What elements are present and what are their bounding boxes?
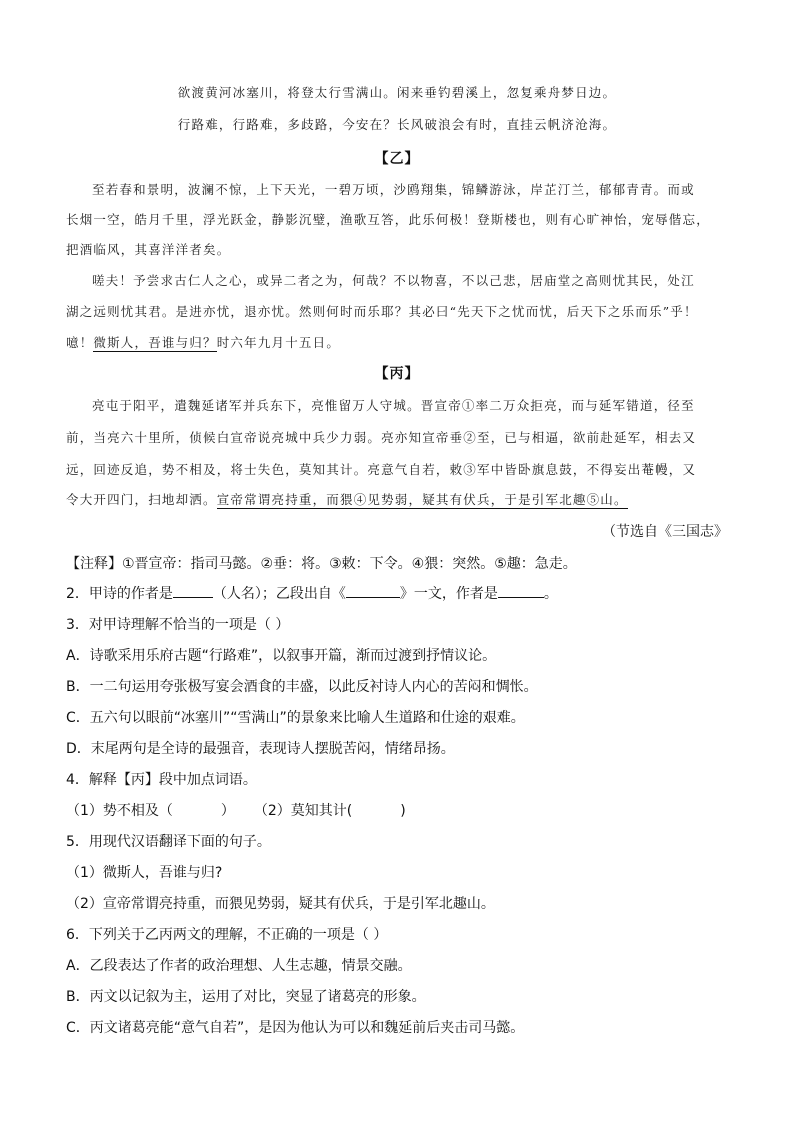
answer-blank-author[interactable] [173, 583, 213, 598]
question-6-option-c[interactable]: C．丙文诸葛亮能“意气自若”，是因为他认为可以和魏延前后夹击司马懿。 [66, 1020, 525, 1036]
question-3-option-b[interactable]: B．一二句运用夸张极写宴会酒食的丰盛，以此反衬诗人内心的苦闷和惆怅。 [66, 679, 538, 695]
section-heading-yi: 【乙】 [374, 151, 420, 167]
question-2 [66, 583, 558, 603]
underlined-sentence-bing: 宣帝常谓亮持重，而猥④见势弱，疑其有伏兵，于是引军北趣⑤山。 [216, 492, 628, 507]
question-3: 3．对甲诗理解不恰当的一项是（ ） [66, 617, 290, 633]
yi-line-3-prefix: 噫！ [66, 335, 94, 350]
annotations: 【注释】①晋宣帝：指司马懿。②垂：将。③敕：下令。④猥：突然。⑤趣：急走。 [66, 556, 577, 572]
question-6-option-a[interactable]: A．乙段表达了作者的政治理想、人生志趣，情景交融。 [66, 958, 412, 974]
source-citation: （节选自《三国志》 [602, 524, 728, 540]
question-5-item-2: （2）宣帝常谓亮持重，而猥见势弱，疑其有伏兵，于是引军北趣山。 [66, 896, 495, 912]
question-4-item-2: （2）莫知其计( [253, 803, 353, 819]
question-6-option-b[interactable]: B．丙文以记叙为主，运用了对比，突显了诸葛亮的形象。 [66, 989, 426, 1005]
question-5: 5．用现代汉语翻译下面的句子。 [66, 834, 271, 850]
bing-line-4-prefix: 令大开四门，扫地却洒。 [66, 492, 217, 507]
yi-paragraph-2-line-1: 嗟夫！予尝求古仁人之心，或异二者之为，何哉？不以物喜，不以己悲，居庙堂之高则忧其民，处江 [92, 273, 695, 288]
question-3-option-c[interactable]: C．五六句以眼前“冰塞川”“雪满山”的景象来比喻人生道路和仕途的艰难。 [66, 710, 525, 726]
yi-paragraph-1-line-1: 至若春和景明，波澜不惊，上下天光，一碧万顷，沙鸥翔集，锦鳞游泳，岸芷汀兰，郁郁青青。而或 [92, 182, 695, 197]
bing-line-3: 远，回迹反追，势不相及，将士失色，莫知其计。亮意气自若，敕③军中皆卧旗息鼓，不得妄出菴幔，又 [66, 462, 697, 477]
bing-line-1: 亮屯于阳平，遣魏延诸军并兵东下，亮惟留万人守城。晋宣帝①率二万众拒亮，而与延军错道，径至 [92, 398, 695, 413]
yi-paragraph-1-line-3: 把酒临风，其喜洋洋者矣。 [66, 242, 231, 257]
question-5-item-1: （1）微斯人，吾谁与归? [66, 865, 223, 881]
yi-paragraph-1-line-2: 长烟一空，皓月千里，浮光跃金，静影沉璧，渔歌互答，此乐何极！登斯楼也，则有心旷神怡，宠辱偕忘， [66, 212, 710, 227]
yi-paragraph-2-line-3 [66, 333, 340, 351]
question-2-text-a: 2．甲诗的作者是 [66, 586, 173, 602]
bing-line-4 [66, 490, 628, 508]
question-4-item-1: （1）势不相及（ [66, 803, 173, 819]
underlined-sentence-yi: 微斯人，吾谁与归？ [93, 335, 217, 350]
yi-line-3-suffix: 时六年九月十五日。 [216, 335, 341, 350]
question-2-text-d: 。 [543, 586, 558, 602]
poem-line-2: 行路难，行路难，多歧路，今安在？长风破浪会有时，直挂云帆济沧海。 [177, 117, 617, 132]
question-2-text-b: （人名）；乙段出自《 [212, 586, 346, 602]
question-3-option-d[interactable]: D．末尾两句是全诗的最强音，表现诗人摆脱苦闷，情绪昂扬。 [66, 741, 455, 757]
yi-paragraph-2-line-2: 湖之远则忧其君。是进亦忧，退亦忧。然则何时而乐耶？其必曰“先天下之忧而忧，后天下之乐而乐”乎！ [66, 304, 698, 319]
answer-blank-writer[interactable] [498, 583, 544, 598]
bing-line-2: 前，当亮六十里所，侦候白宣帝说亮城中兵少力弱。亮亦知宣帝垂②至，已与相逼，欲前赴延军，相去又 [66, 430, 697, 445]
answer-blank-title[interactable] [346, 583, 400, 598]
question-4-items [66, 800, 406, 820]
question-2-text-c: 》一文，作者是 [399, 586, 498, 602]
question-3-option-a[interactable]: A．诗歌采用乐府古题“行路难”，以叙事开篇，渐而过渡到抒情议论。 [66, 648, 497, 664]
question-6: 6．下列关于乙丙两文的理解，不正确的一项是（ ） [66, 927, 388, 943]
question-4: 4．解释【丙】段中加点词语。 [66, 772, 257, 788]
section-heading-bing: 【丙】 [374, 366, 420, 382]
poem-line-1: 欲渡黄河冰塞川，将登太行雪满山。闲来垂钓碧溪上，忽复乘舟梦日边。 [177, 85, 617, 100]
question-4-item-1-close: ） [220, 803, 235, 819]
question-4-item-2-close: ) [400, 803, 406, 819]
